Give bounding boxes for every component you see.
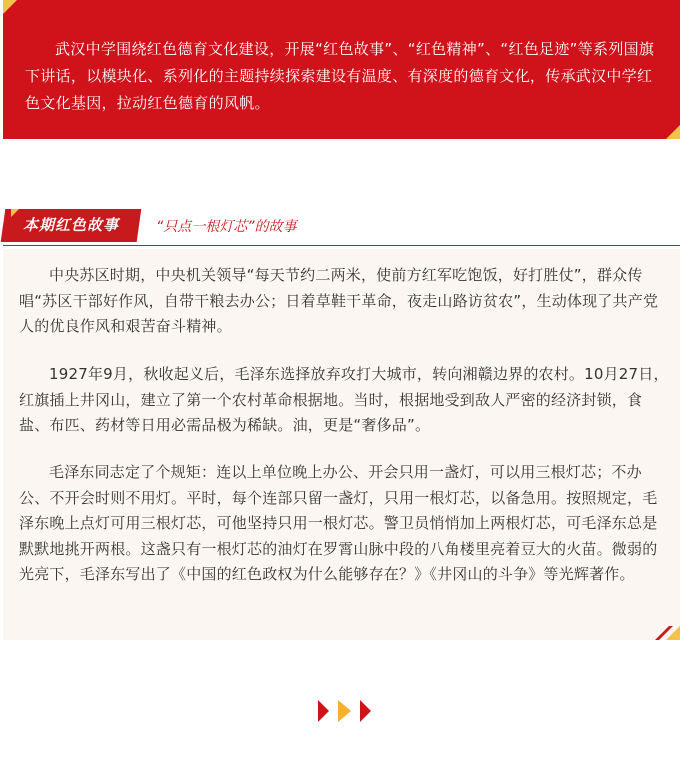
section-tab-label: 本期红色故事 [22, 216, 119, 234]
story-body [3, 249, 680, 640]
intro-text: 武汉中学围绕红色德育文化建设，开展“红色故事”、“红色精神”、“红色足迹”等系列国旗下讲话，以模块化、系列化的主题持续探索建设有温度、有深度的德育文化，传承武汉中学红色文化基因，拉动红色德育的风帆。 [25, 40, 655, 112]
story-paragraph: 毛泽东同志定了个规矩：连以上单位晚上办公、开会只用一盏灯，可以用三根灯芯；不办公、不开会时则不用灯。平时，每个连部只留一盏灯，只用一根灯芯，以备急用。按照规定，毛泽东晚上点灯可用三根灯芯，可他坚持只用一根灯芯。警卫员悄悄加上两根灯芯，可毛泽东总是默默地挑开两根。这盏只有一根灯芯的油灯在罗霄山脉中段的八角楼里亮着豆大的火苗。微弱的光亮下，毛泽东写出了《中国的红色政权为什么能够存在？》《井冈山的斗争》等光辉著作。 [19, 463, 658, 583]
intro-banner [3, 0, 680, 139]
section-divider [3, 245, 680, 246]
arrow-right-icon [360, 700, 371, 722]
story-paragraph: 1927年9月，秋收起义后，毛泽东选择放弃攻打大城市，转向湘赣边界的农村。10月27日，红旗插上井冈山，建立了第一个农村革命根据地。当时，根据地受到敌人严密的经济封锁，食盐、布匹、药材等日用必需品极为稀缺。油，更是“奢侈品”。 [19, 365, 669, 434]
arrow-right-icon [318, 700, 329, 722]
section-header [3, 209, 680, 247]
tab-accent-decoration [11, 209, 19, 217]
arrow-right-icon [338, 700, 351, 722]
corner-decoration [666, 125, 680, 139]
corner-decoration [666, 626, 680, 640]
arrows-decoration [318, 700, 378, 722]
story-paragraph: 中央苏区时期，中央机关领导“每天节约二两米，使前方红军吃饱饭，好打胜仗”，群众传唱“苏区干部好作风，自带干粮去办公；日着草鞋干革命，夜走山路访贫农”，生动体现了共产党人的优良作风和艰苦奋斗精神。 [19, 266, 659, 335]
section-tab [1, 209, 142, 242]
corner-decoration [3, 0, 17, 14]
story-title: “只点一根灯芯”的故事 [156, 219, 297, 235]
